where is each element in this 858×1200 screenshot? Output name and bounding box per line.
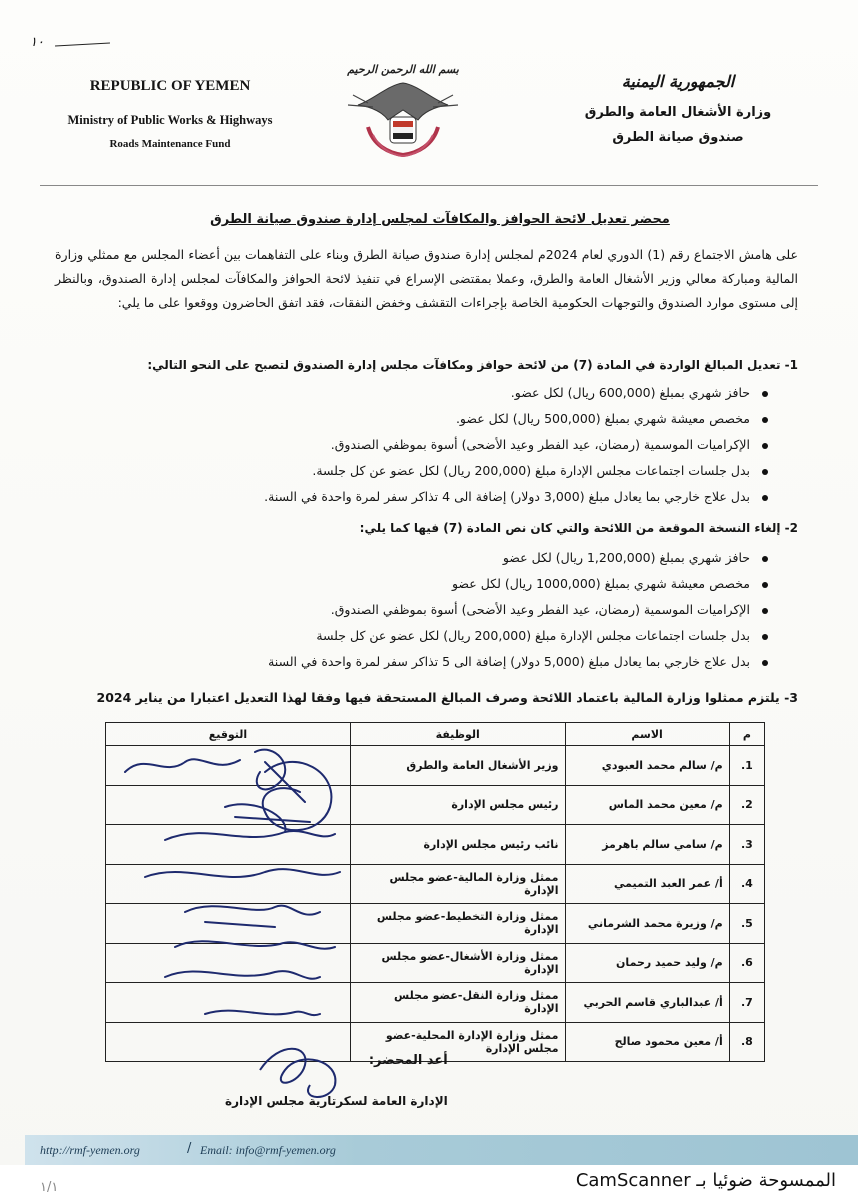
header-en-line3: Roads Maintenance Fund: [109, 138, 231, 150]
row-signature: [106, 825, 351, 865]
intro-paragraph: على هامش الاجتماع رقم (1) الدوري لعام 2024م لمجلس إدارة صندوق صيانة الطرق وبناء على التفاهمات بين أعضاء المجلس مع ممثلي وزارة المالية ومباركة معالي وزير الأشغال العامة والطرق، وعملا بمقتضى الإسراع في تنفيذ لائحة الحوافز والمكافآت لمجلس إدارة الصندوق، وبالنظر إلى مستوى موارد الصندوق والتوجهات الحكومية الخاصة بإجراءات التقشف وخفض النفقات، فقد اتفق الحاضرون ووقعوا على ما يلي:: [55, 247, 798, 310]
list-item-text: مخصص معيشة شهري بمبلغ (500,000 ريال) لكل عضو.: [455, 411, 750, 426]
row-name: م/ سالم محمد العبودي: [565, 746, 729, 786]
row-job: ممثل وزارة النقل-عضو مجلس الإدارة: [350, 983, 565, 1023]
header-divider: [40, 185, 818, 186]
section2-heading: 2- إلغاء النسخة الموقعة من اللائحة والتي كان نص المادة (7) فيها كما يلي:: [359, 521, 798, 535]
row-job: ممثل وزارة التخطيط-عضو مجلس الإدارة: [350, 904, 565, 944]
header-en-line1: REPUBLIC OF YEMEN: [89, 78, 251, 94]
table-row: [106, 746, 765, 786]
list-item: [208, 458, 768, 484]
list-item-text: بدل جلسات اجتماعات مجلس الإدارة مبلغ (200,000 ريال) لكل عضو عن كل جلسة: [316, 628, 750, 643]
row-name: م/ معين محمد الماس: [565, 785, 729, 825]
row-name: م/ وليد حميد رحمان: [565, 943, 729, 983]
list-item-text: الإكراميات الموسمية (رمضان، عيد الفطر وعيد الأضحى) أسوة بموظفي الصندوق.: [330, 437, 750, 452]
row-name: م/ وزيرة محمد الشرماني: [565, 904, 729, 944]
bullet-icon: [762, 608, 768, 614]
footer-separator: /: [187, 1141, 192, 1156]
row-num: 4.: [729, 864, 764, 904]
section1-list: [208, 380, 768, 510]
list-item: [208, 623, 768, 649]
row-name: أ/ عمر العبد التميمي: [565, 864, 729, 904]
row-signature: [106, 864, 351, 904]
bullet-icon: [762, 443, 768, 449]
footer-bar: [25, 1135, 858, 1165]
list-item: [208, 432, 768, 458]
bullet-icon: [762, 556, 768, 562]
header-ar-line1: الجمهورية اليمنية: [621, 72, 735, 91]
preparer-department: الإدارة العامة لسكرتارية مجلس الإدارة: [225, 1094, 448, 1108]
header-en-line2: Ministry of Public Works & Highways: [67, 113, 273, 127]
table-row: [106, 825, 765, 865]
list-item-text: حافز شهري بمبلغ (600,000 ريال) لكل عضو.: [510, 385, 750, 400]
table-row: [106, 983, 765, 1023]
row-num: 2.: [729, 785, 764, 825]
header-ar-line2: وزارة الأشغال العامة والطرق: [584, 105, 772, 120]
col-header-signature: التوقيع: [106, 723, 351, 746]
list-item: [208, 571, 768, 597]
list-item-text: الإكراميات الموسمية (رمضان، عيد الفطر وعيد الأضحى) أسوة بموظفي الصندوق.: [330, 602, 750, 617]
table-row: [106, 864, 765, 904]
section2-list: [208, 545, 768, 675]
row-job: ممثل وزارة الإدارة المحلية-عضو مجلس الإدارة: [350, 1022, 565, 1062]
row-signature: [106, 785, 351, 825]
row-job: ممثل وزارة الأشغال-عضو مجلس الإدارة: [350, 943, 565, 983]
list-item-text: بدل علاج خارجي بما يعادل مبلغ (5,000 دولار) إضافة الى 5 تذاكر سفر لمرة واحدة في السنة: [268, 654, 750, 669]
row-name: م/ سامي سالم باهرمز: [565, 825, 729, 865]
header-ar-line3: صندوق صيانة الطرق: [612, 130, 744, 145]
list-item: [208, 597, 768, 623]
row-num: 7.: [729, 983, 764, 1023]
row-job: رئيس مجلس الإدارة: [350, 785, 565, 825]
preparer-label: أعد المحضر:: [368, 1053, 448, 1068]
camscanner-watermark: الممسوحة ضوئيا بـ CamScanner: [575, 1170, 836, 1191]
list-item-text: حافز شهري بمبلغ (1,200,000 ريال) لكل عضو: [502, 550, 750, 565]
row-num: 5.: [729, 904, 764, 944]
footer-website[interactable]: http://rmf-yemen.org: [40, 1143, 140, 1157]
document-title: محضر تعديل لائحة الحوافز والمكافآت لمجلس إدارة صندوق صيانة الطرق: [210, 212, 670, 227]
row-num: 3.: [729, 825, 764, 865]
row-job: وزير الأشغال العامة والطرق: [350, 746, 565, 786]
section3-heading: 3- يلتزم ممثلوا وزارة المالية باعتماد اللائحة وصرف المبالغ المستحقة فيها وفقا لهذا التعديل اعتبارا من يناير 2024: [96, 690, 798, 705]
footer-email[interactable]: Email: info@rmf-yemen.org: [200, 1143, 336, 1157]
col-header-name: الاسم: [565, 723, 729, 746]
list-item-text: بدل جلسات اجتماعات مجلس الإدارة مبلغ (200,000 ريال) لكل عضو عن كل جلسة.: [312, 463, 750, 478]
bullet-icon: [762, 417, 768, 423]
row-signature: [106, 904, 351, 944]
table-row: [106, 904, 765, 944]
emblem-basmala: بسم الله الرحمن الرحيم: [347, 63, 459, 76]
table-header-row: [106, 723, 765, 746]
corner-line: [55, 43, 110, 47]
bullet-icon: [762, 391, 768, 397]
list-item: [208, 649, 768, 675]
row-name: أ/ عبدالباري قاسم الحربي: [565, 983, 729, 1023]
row-num: 1.: [729, 746, 764, 786]
row-job: ممثل وزارة المالية-عضو مجلس الإدارة: [350, 864, 565, 904]
table-row: [106, 785, 765, 825]
row-num: 8.: [729, 1022, 764, 1062]
yemen-emblem-icon: [328, 55, 478, 165]
bullet-icon: [762, 660, 768, 666]
row-num: 6.: [729, 943, 764, 983]
row-signature: [106, 943, 351, 983]
corner-number: ١٠: [30, 35, 44, 50]
section1-heading: 1- تعديل المبالغ الواردة في المادة (7) من لائحة حوافز ومكافآت مجلس إدارة الصندوق لتصبح على النحو التالي:: [147, 358, 798, 372]
list-item-text: مخصص معيشة شهري بمبلغ (1000,000 ريال) لكل عضو: [451, 576, 750, 591]
row-job: نائب رئيس مجلس الإدارة: [350, 825, 565, 865]
page-number: ١/١: [40, 1180, 59, 1195]
bullet-icon: [762, 634, 768, 640]
list-item: [208, 406, 768, 432]
row-signature: [106, 746, 351, 786]
row-signature: [106, 983, 351, 1023]
table-row: [106, 943, 765, 983]
col-header-job: الوظيفة: [350, 723, 565, 746]
list-item: [208, 545, 768, 571]
bullet-icon: [762, 469, 768, 475]
row-name: أ/ معين محمود صالح: [565, 1022, 729, 1062]
list-item-text: بدل علاج خارجي بما يعادل مبلغ (3,000 دولار) إضافة الى 4 تذاكر سفر لمرة واحدة في السنة.: [264, 489, 750, 504]
bullet-icon: [762, 582, 768, 588]
list-item: [208, 484, 768, 510]
col-header-num: م: [729, 723, 764, 746]
list-item: [208, 380, 768, 406]
header-arabic: [578, 72, 778, 145]
header-english: [55, 78, 285, 150]
bullet-icon: [762, 495, 768, 501]
preparer-signature: [240, 1030, 390, 1110]
signatures-table: [105, 722, 765, 1062]
